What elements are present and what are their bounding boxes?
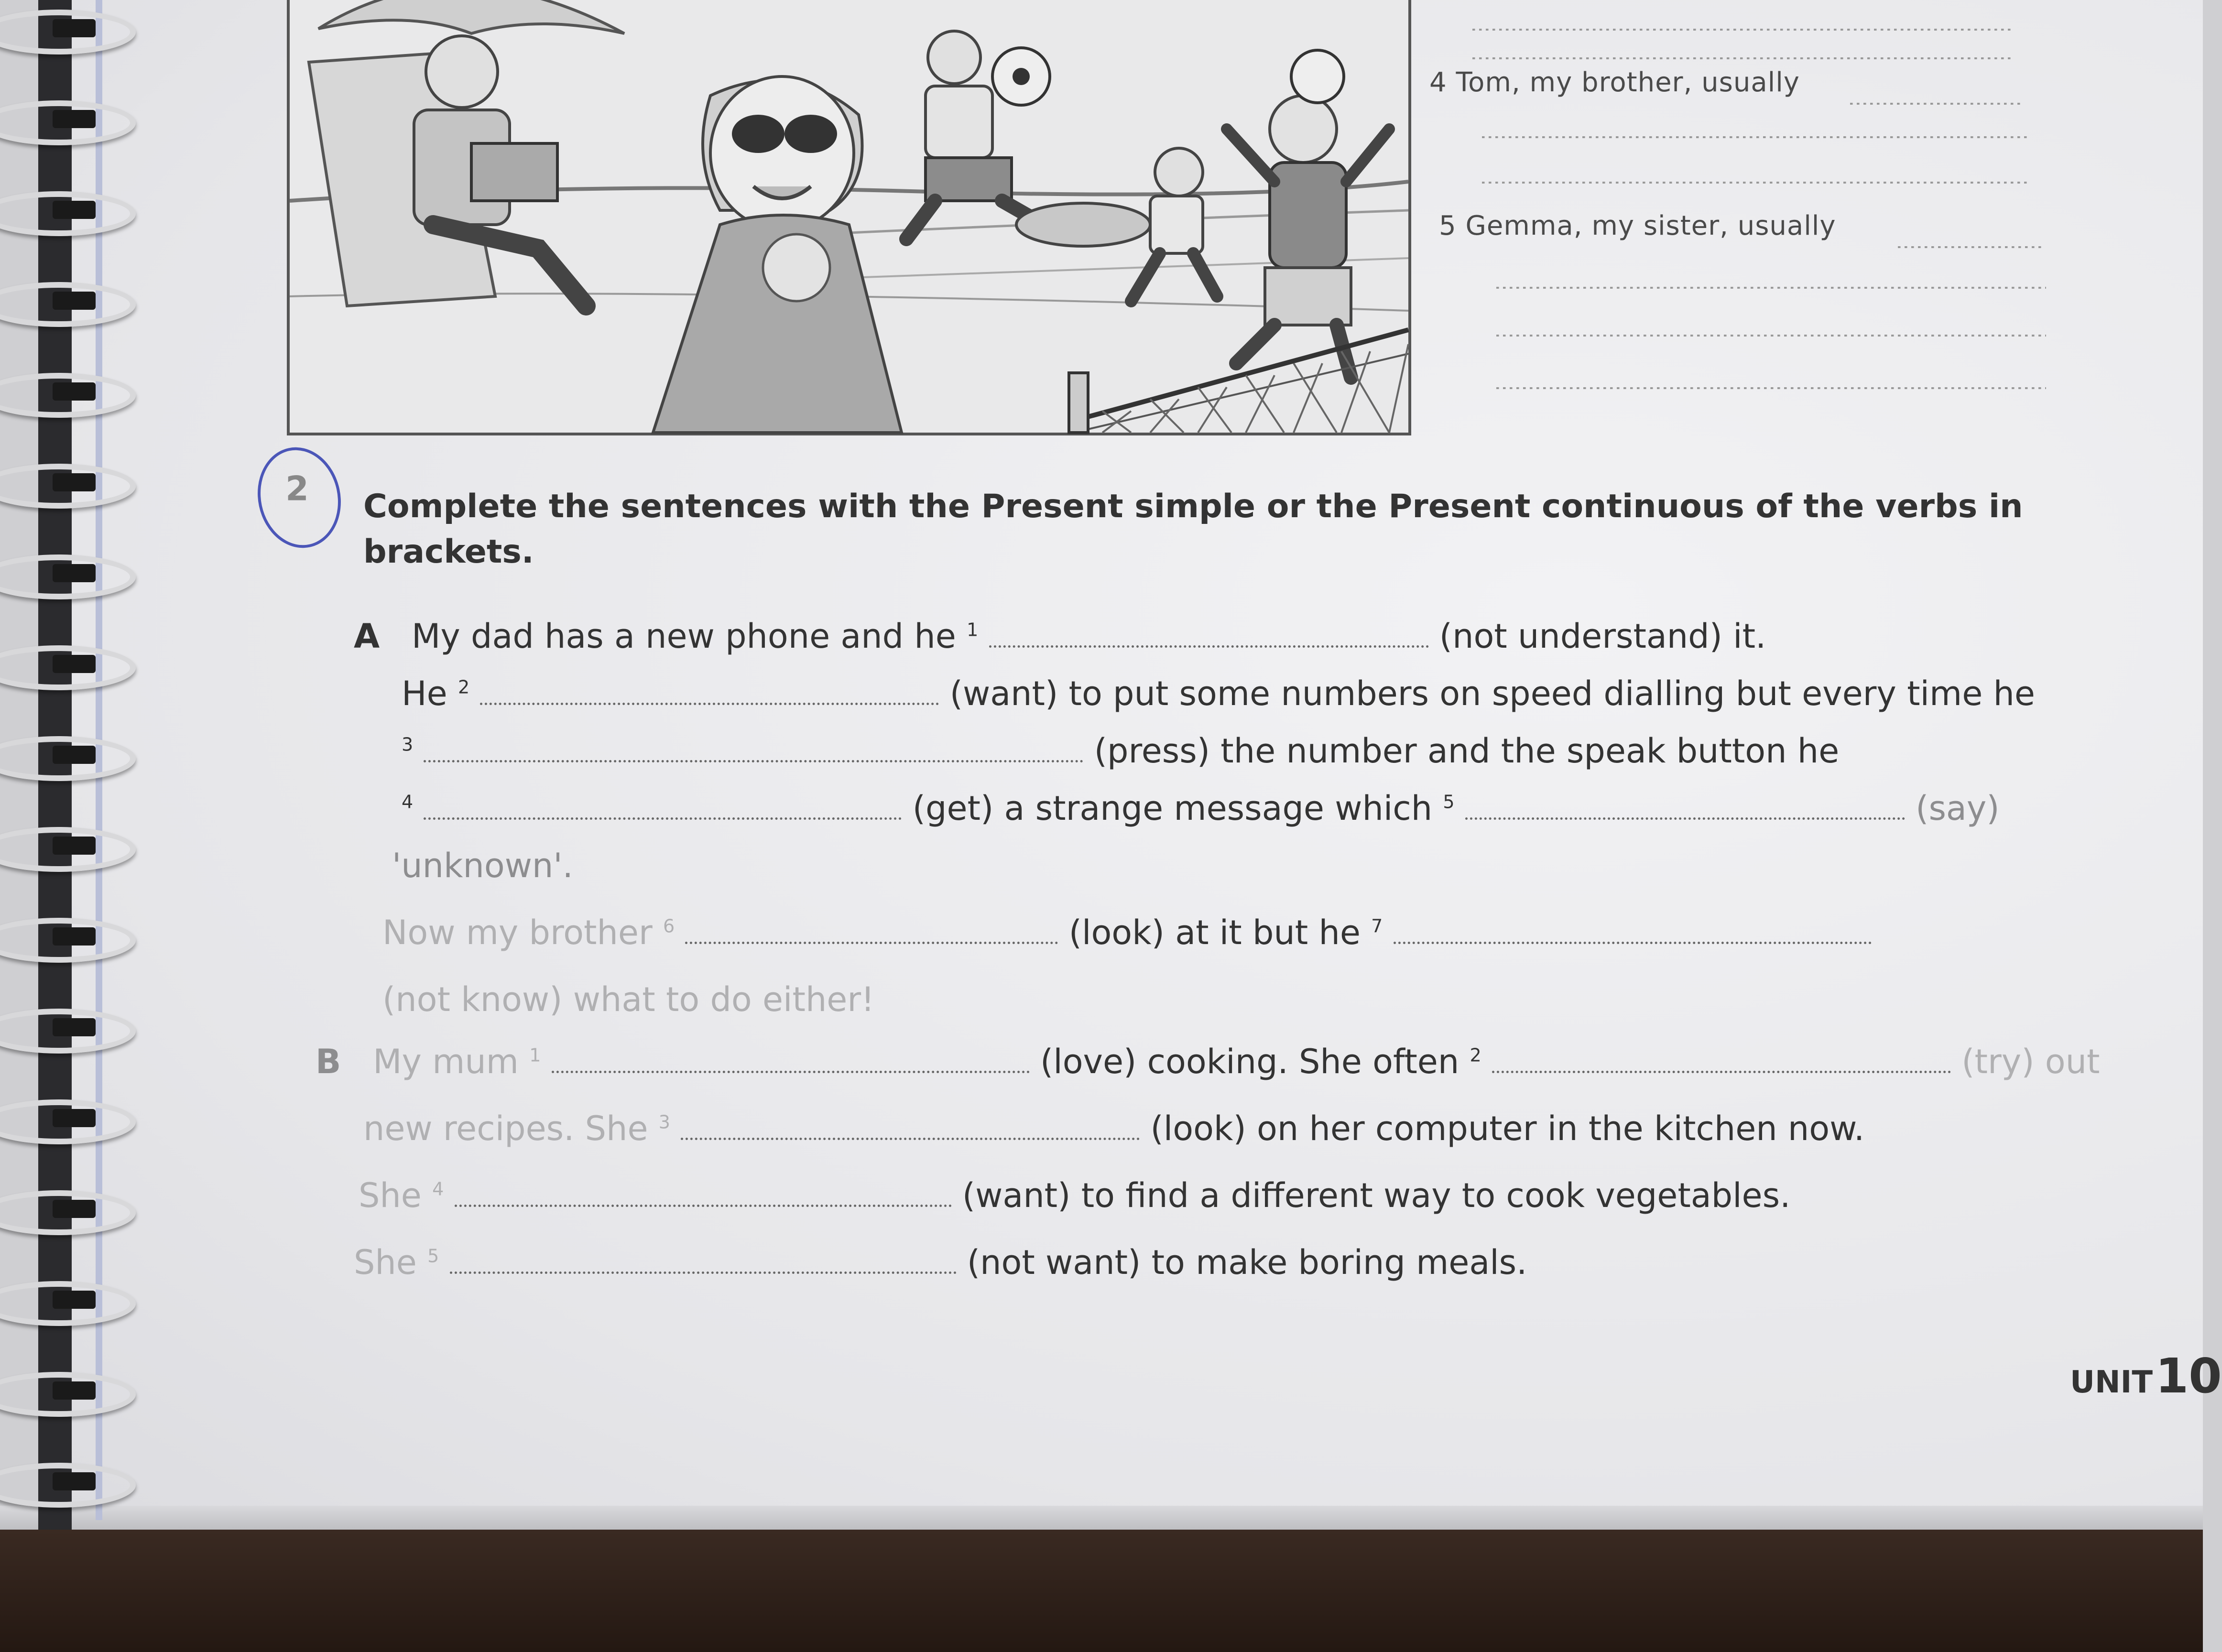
punch-hole xyxy=(53,564,96,582)
section-b-line-2 xyxy=(363,1109,1864,1148)
answer-blank-a7[interactable] xyxy=(1394,937,1872,944)
verb-prompt: (look) on her computer in the kitchen now. xyxy=(1150,1109,1865,1148)
gap-number: 1 xyxy=(529,1044,541,1066)
answer-blank-a3[interactable] xyxy=(424,755,1083,762)
punch-hole xyxy=(53,110,96,128)
sentence-text: My dad has a new phone and he xyxy=(411,617,956,656)
punch-hole xyxy=(53,382,96,401)
section-b-line-3 xyxy=(359,1176,1790,1215)
answer-blank xyxy=(1898,246,2041,248)
answer-blank-a6[interactable] xyxy=(685,937,1058,944)
answer-line xyxy=(1496,335,2046,337)
punch-hole xyxy=(53,473,96,491)
punch-hole xyxy=(53,1200,96,1218)
gap-number: 6 xyxy=(663,915,675,937)
verb-prompt: (not want) to make boring meals. xyxy=(967,1243,1527,1282)
section-a-line-1 xyxy=(354,617,1766,656)
section-a-line-2 xyxy=(402,674,2035,713)
gap-number: 7 xyxy=(1371,915,1383,937)
gap-number: 5 xyxy=(427,1245,439,1267)
punch-hole xyxy=(53,655,96,673)
instruction-line-1: Complete the sentences with the Present simple or the Present continuous of the verbs in xyxy=(363,488,2023,525)
answer-blank-b1[interactable] xyxy=(552,1066,1030,1073)
answer-line xyxy=(1496,287,2046,289)
desk-surface xyxy=(0,1530,2203,1652)
item-5 xyxy=(1439,210,1836,241)
punch-hole xyxy=(53,837,96,855)
beach-scene xyxy=(290,0,1408,433)
section-a-line-6 xyxy=(382,913,1872,952)
section-label: A xyxy=(354,617,380,656)
answer-line xyxy=(1496,387,2046,389)
sentence-text: She xyxy=(359,1176,422,1215)
item-number: 5 xyxy=(1439,210,1457,241)
spiral-binding xyxy=(0,0,153,1554)
answer-blank-b3[interactable] xyxy=(681,1133,1140,1140)
punch-hole xyxy=(53,746,96,764)
verb-prompt: (press) the number and the speak button he xyxy=(1094,731,1840,771)
punch-hole xyxy=(53,292,96,310)
sentence-text: She xyxy=(354,1243,417,1282)
item-text: Tom, my brother, usually xyxy=(1456,67,1800,98)
punch-hole xyxy=(53,1291,96,1309)
section-b-line-4 xyxy=(354,1243,1527,1282)
verb-prompt: (try) out xyxy=(1961,1042,2100,1081)
answer-blank-a4[interactable] xyxy=(424,813,902,820)
verb-prompt: (want) to put some numbers on speed dialling but every time he xyxy=(949,674,2035,713)
verb-prompt: (get) a strange message which xyxy=(912,789,1433,828)
gap-number: 5 xyxy=(1443,791,1455,813)
section-label: B xyxy=(316,1042,341,1081)
item-text: Gemma, my sister, usually xyxy=(1465,210,1836,241)
instruction-line-2: brackets. xyxy=(363,533,534,571)
verb-prompt: (not understand) it. xyxy=(1439,617,1766,656)
sentence-text: Now my brother xyxy=(382,913,653,952)
item-number: 4 xyxy=(1429,67,1447,98)
gap-number: 1 xyxy=(967,619,979,641)
answer-blank-b4[interactable] xyxy=(455,1200,952,1207)
exercise-number: 2 xyxy=(285,469,309,509)
verb-prompt: (want) to find a different way to cook vegetables. xyxy=(962,1176,1791,1215)
verb-prompt: (say) xyxy=(1916,789,2000,828)
punch-hole xyxy=(53,1109,96,1127)
punch-hole xyxy=(53,1018,96,1036)
item-4 xyxy=(1429,67,1800,98)
gap-number: 3 xyxy=(402,734,414,755)
gap-number: 3 xyxy=(658,1111,670,1133)
answer-line xyxy=(1482,136,2027,138)
answer-blank-a2[interactable] xyxy=(480,698,939,705)
answer-line xyxy=(1472,57,2013,59)
verb-prompt: (love) cooking. She often xyxy=(1040,1042,1460,1081)
punch-hole xyxy=(53,201,96,219)
answer-blank-b5[interactable] xyxy=(450,1267,957,1274)
gap-number: 4 xyxy=(432,1178,444,1200)
sentence-text: My mum xyxy=(373,1042,519,1081)
answer-blank-b2[interactable] xyxy=(1492,1066,1951,1073)
gap-number: 2 xyxy=(457,676,470,698)
gap-number: 4 xyxy=(402,791,414,813)
beach-illustration xyxy=(287,0,1411,435)
punch-hole xyxy=(53,1472,96,1490)
gap-number: 2 xyxy=(1470,1044,1481,1066)
answer-blank-a5[interactable] xyxy=(1465,813,1905,820)
section-a-line-7: (not know) what to do either! xyxy=(382,980,875,1019)
answer-line xyxy=(1472,29,2013,31)
answer-blank-a1[interactable] xyxy=(989,641,1429,648)
answer-line xyxy=(1482,182,2027,184)
answer-blank xyxy=(1850,103,2022,105)
sentence-text: He xyxy=(402,674,447,713)
unit-word: UNIT xyxy=(2070,1365,2153,1400)
punch-hole xyxy=(53,19,96,37)
section-a-line-3 xyxy=(402,731,1839,771)
section-b-line-1 xyxy=(316,1042,2100,1081)
verb-prompt: (look) at it but he xyxy=(1068,913,1361,952)
punch-hole xyxy=(53,1381,96,1400)
section-a-line-5: 'unknown'. xyxy=(392,846,573,885)
section-a-line-4 xyxy=(402,789,2000,828)
punch-hole xyxy=(53,927,96,946)
sentence-text: new recipes. She xyxy=(363,1109,648,1148)
unit-number: 10 xyxy=(2155,1348,2222,1404)
unit-label xyxy=(2070,1348,2222,1404)
